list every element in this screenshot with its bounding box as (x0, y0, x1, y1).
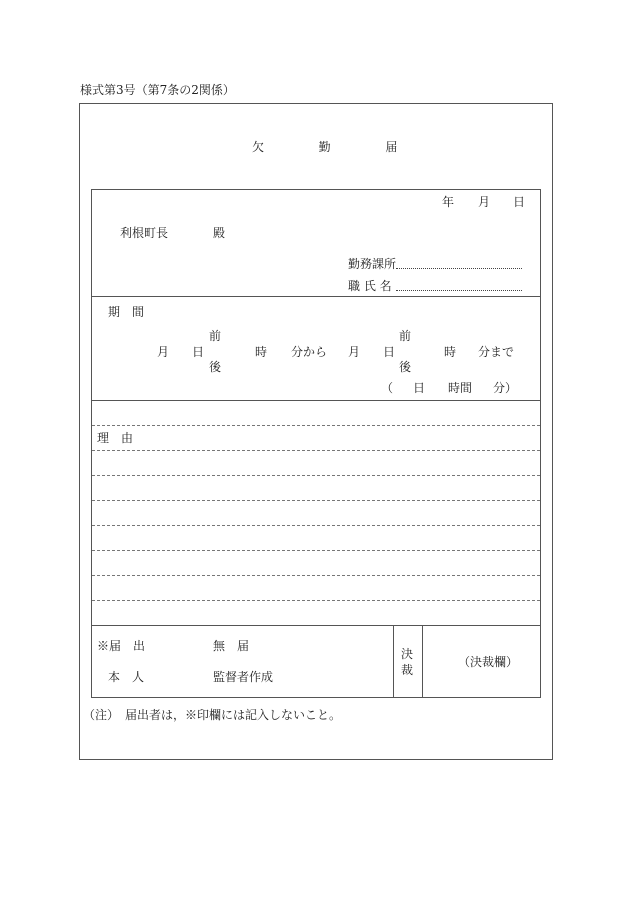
reason-line[interactable] (92, 425, 540, 426)
from-minute: 分から (291, 345, 328, 359)
addressee-honorific: 殿 (213, 226, 226, 240)
divider-period-top (91, 296, 541, 297)
divider-bottom-top (91, 625, 541, 626)
decision-divider-right (422, 625, 423, 698)
form-title (252, 141, 397, 153)
decision-label-1: 決 (401, 647, 414, 661)
reason-line[interactable] (92, 475, 540, 476)
to-minute: 分まで (478, 345, 515, 359)
reason-line[interactable] (92, 525, 540, 526)
reason-line[interactable] (92, 550, 540, 551)
dept-label: 勤務課所 (348, 257, 397, 271)
total-minutes: 分） (493, 381, 518, 395)
reason-line[interactable] (92, 600, 540, 601)
self-label: 本 人 (108, 670, 145, 684)
date-year: 年 (442, 195, 455, 209)
form-table (91, 189, 541, 698)
footnote: （注） 届出者は，※印欄には記入しないこと。 (83, 708, 342, 722)
decision-label-2: 裁 (401, 663, 414, 677)
title-char-1: 欠 (252, 140, 265, 154)
date-month: 月 (478, 195, 491, 209)
date-day: 日 (513, 195, 526, 209)
name-label: 職 氏 名 (348, 279, 392, 293)
form-number: 様式第3号（第7条の2関係） (80, 83, 235, 97)
dept-field-line[interactable] (396, 268, 522, 269)
total-day: 日 (413, 381, 426, 395)
name-field-line[interactable] (396, 290, 522, 291)
to-pm: 後 (399, 360, 412, 374)
to-am: 前 (399, 329, 412, 343)
from-day: 日 (192, 345, 205, 359)
title-char-2: 勤 (318, 140, 331, 154)
reason-line[interactable] (92, 500, 540, 501)
reason-line[interactable] (92, 575, 540, 576)
from-pm: 後 (209, 360, 222, 374)
from-am: 前 (209, 329, 222, 343)
title-char-3: 届 (385, 140, 398, 154)
reason-label: 理 由 (97, 431, 134, 445)
decision-divider-left (393, 625, 394, 698)
addressee-name: 利根町長 (120, 226, 169, 240)
decision-field: （決裁欄） (458, 655, 519, 669)
from-hour: 時 (255, 345, 268, 359)
total-hours: 時間 (448, 381, 473, 395)
to-hour: 時 (444, 345, 457, 359)
supervisor-label: 監督者作成 (213, 670, 274, 684)
divider-reason-top (91, 400, 541, 401)
total-open: （ (381, 381, 394, 395)
notified-label: ※届 出 (97, 639, 146, 653)
notified-none: 無 届 (213, 639, 250, 653)
from-month: 月 (157, 345, 170, 359)
to-day: 日 (383, 345, 396, 359)
to-month: 月 (348, 345, 361, 359)
reason-line[interactable] (92, 450, 540, 451)
period-label: 期 間 (108, 305, 145, 319)
